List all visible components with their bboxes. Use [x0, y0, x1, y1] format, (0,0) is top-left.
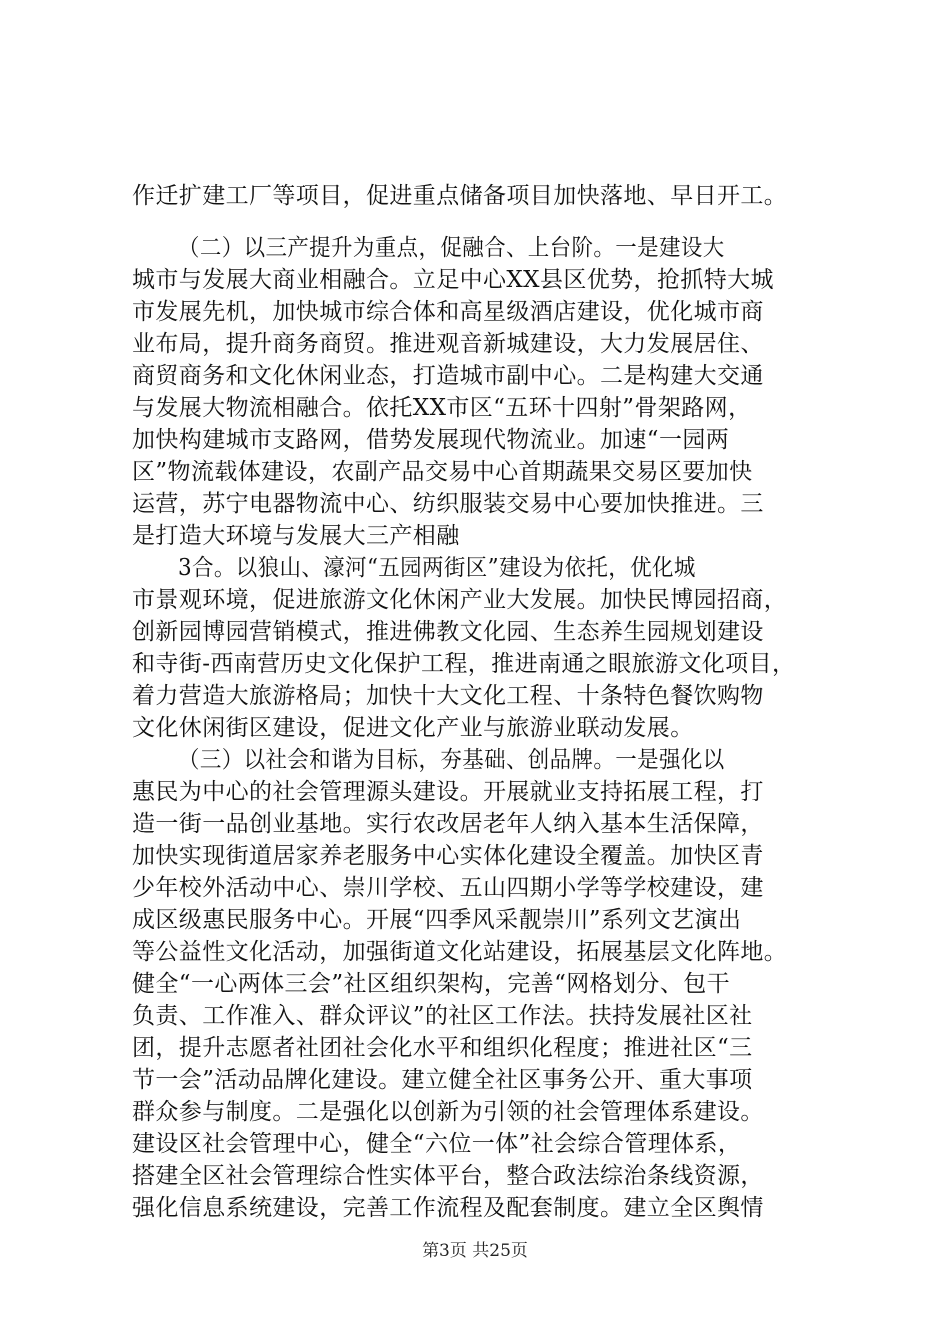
text-line: 惠民为中心的社会管理源头建设。开展就业支持拓展工程，打 [132, 779, 764, 805]
text-line: 商贸商务和文化休闲业态，打造城市副中心。二是构建大交通 [132, 363, 764, 389]
section-2-heading-line: （二）以三产提升为重点，促融合、上台阶。一是建设大 [178, 235, 725, 261]
text-line: 市发展先机，加快城市综合体和高星级酒店建设，优化城市商 [132, 299, 764, 325]
text-line: 是打造大环境与发展大三产相融 [132, 523, 460, 549]
text-line: 业布局，提升商务商贸。推进观音新城建设，大力发展居住、 [132, 331, 764, 357]
text-line: 城市与发展大商业相融合。立足中心XX县区优势，抢抓特大城 [132, 267, 774, 293]
text-line: 加快构建城市支路网，借势发展现代物流业。加速“一园两 [132, 427, 730, 453]
text-line: 作迁扩建工厂等项目，促进重点储备项目加快落地、早日开工。 [132, 183, 788, 209]
text-line: 与发展大物流相融合。依托XX市区“五环十四射”骨架路网， [132, 395, 752, 421]
text-line: 和寺街-西南营历史文化保护工程，推进南通之眼旅游文化项目， [132, 651, 796, 677]
text-line: 运营，苏宁电器物流中心、纺织服装交易中心要加快推进。三 [132, 491, 764, 517]
text-line: 团，提升志愿者社团社会化水平和组织化程度；推进社区“三 [132, 1035, 753, 1061]
text-line: 负责、工作准入、群众评议”的社区工作法。扶持发展社区社 [132, 1003, 753, 1029]
text-line: 少年校外活动中心、崇川学校、五山四期小学等学校建设，建 [132, 875, 764, 901]
text-line: 等公益性文化活动，加强街道文化站建设，拓展基层文化阵地。 [132, 939, 788, 965]
text-line: 节一会”活动品牌化建设。建立健全社区事务公开、重大事项 [132, 1067, 753, 1093]
text-line: 加快实现街道居家养老服务中心实体化建设全覆盖。加快区青 [132, 843, 764, 869]
text-line: 建设区社会管理中心，健全“六位一体”社会综合管理体系， [132, 1131, 742, 1157]
section-3-heading-line: （三）以社会和谐为目标，夯基础、创品牌。一是强化以 [178, 747, 725, 773]
text-line: 市景观环境，促进旅游文化休闲产业大发展。加快民博园招商， [132, 587, 788, 613]
page-number-footer: 第3页 共25页 [422, 1241, 528, 1261]
text-line: 创新园博园营销模式，推进佛教文化园、生态养生园规划建设 [132, 619, 764, 645]
text-line: 区”物流载体建设，农副产品交易中心首期蔬果交易区要加快 [132, 459, 753, 485]
text-line: 文化休闲街区建设，促进文化产业与旅游业联动发展。 [132, 715, 694, 741]
text-line: 搭建全区社会管理综合性实体平台，整合政法综治条线资源， [132, 1163, 764, 1189]
text-line: 成区级惠民服务中心。开展“四季风采靓崇川”系列文艺演出 [132, 907, 742, 933]
text-line: 健全“一心两体三会”社区组织架构，完善“网格划分、包干 [132, 971, 731, 997]
text-line: 着力营造大旅游格局；加快十大文化工程、十条特色餐饮购物 [132, 683, 764, 709]
text-line: 群众参与制度。二是强化以创新为引领的社会管理体系建设。 [132, 1099, 764, 1125]
text-line: 强化信息系统建设，完善工作流程及配套制度。建立全区舆情 [132, 1195, 764, 1221]
text-line: 造一街一品创业基地。实行农改居老年人纳入基本生活保障， [132, 811, 764, 837]
text-line: 3合。以狼山、濠河“五园两街区”建设为依托，优化城 [178, 555, 696, 581]
